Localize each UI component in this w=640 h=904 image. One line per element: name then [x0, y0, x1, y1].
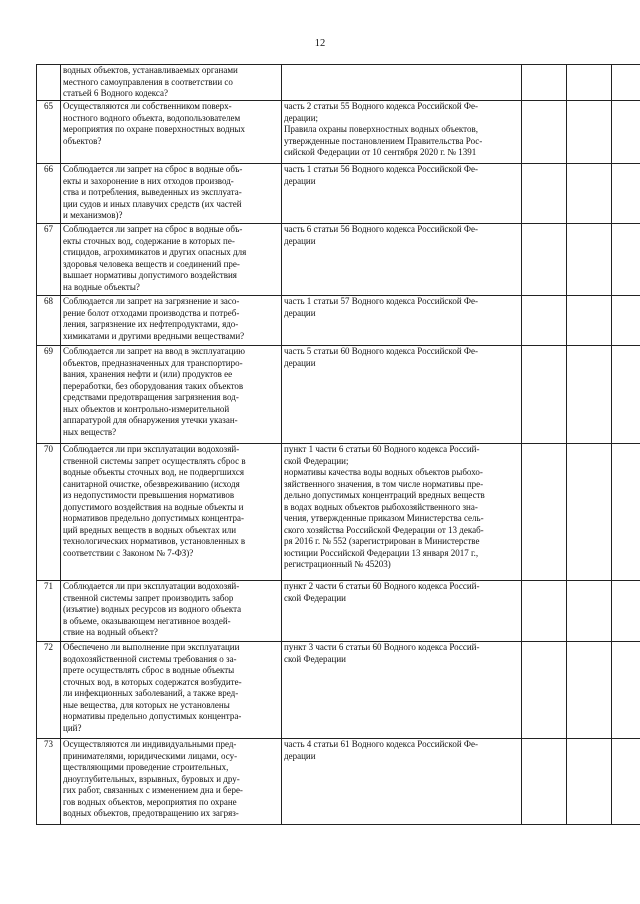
table-row [37, 296, 640, 346]
row-question: водных объектов, устанавливаемых органами местного самоуправления в соответствии со статьей 6 Водного кодекса? [61, 65, 282, 101]
row-legal-basis: часть 5 статьи 60 Водного кодекса Российской Фе- дерации [282, 346, 522, 444]
row-question: Обеспечено ли выполнение при эксплуатации водохозяйственной системы требования о за- прете осуществлять сброс в водные объекты сточных вод, в которых содержатся возбудите- ли инфекционных заболеваний, а также вред- ные вещества, для которых не установлены нормативы предельно допустимых концентра- ций? [61, 642, 282, 739]
row-note [612, 101, 640, 164]
row-note [612, 164, 640, 224]
row-legal-basis: часть 6 статьи 56 Водного кодекса Российской Фе- дерации [282, 224, 522, 296]
row-question: Соблюдается ли при эксплуатации водохозяй- ственной системы запрет производить забор (изъятие) водных ресурсов из водного объекта в объеме, оказывающем негативное воздей- ствие на водный объект? [61, 581, 282, 642]
row-legal-basis: пункт 1 части 6 статьи 60 Водного кодекса Россий- ской Федерации; нормативы качества воды водных объектов рыбохо- зяйственного значения, в том числе нормативы пре- дельно допустимых концентраций вредных веществ в водах водных объектов рыбохозяйственного зна- чения, утвержденные приказом Министерства сель- ского хозяйства Российской Федерации от 13 декаб- ря 2016 г. № 552 (зарегистрирован в Министерстве юстиции Российской Федерации 13 января 2017 г., регистрационный № 45203) [282, 444, 522, 581]
row-note [612, 739, 640, 825]
row-answer-no [567, 65, 612, 101]
row-answer-no [567, 296, 612, 346]
row-answer-yes [522, 296, 567, 346]
row-note [612, 296, 640, 346]
row-answer-yes [522, 224, 567, 296]
table-row [37, 581, 640, 642]
row-note [612, 642, 640, 739]
table-row [37, 101, 640, 164]
table-row [37, 164, 640, 224]
row-answer-yes [522, 101, 567, 164]
row-note [612, 346, 640, 444]
row-answer-no [567, 346, 612, 444]
table-row [37, 346, 640, 444]
table-row [37, 65, 640, 101]
row-legal-basis: часть 1 статьи 57 Водного кодекса Российской Фе- дерации [282, 296, 522, 346]
row-question: Соблюдается ли запрет на загрязнение и засо- рение болот отходами производства и потреб- ления, загрязнение их нефтепродуктами, ядо- химикатами и другими вредными веществами? [61, 296, 282, 346]
row-answer-yes [522, 739, 567, 825]
row-answer-yes [522, 444, 567, 581]
row-question: Соблюдается ли запрет на сброс в водные объ- екты и захоронение в них отходов производ- ства и потребления, выведенных из эксплуата- ции судов и иных плавучих средств (их частей и механизмов)? [61, 164, 282, 224]
row-answer-yes [522, 581, 567, 642]
row-answer-no [567, 224, 612, 296]
row-note [612, 581, 640, 642]
row-number: 67 [37, 224, 61, 296]
row-answer-no [567, 581, 612, 642]
row-answer-yes [522, 65, 567, 101]
table-row [37, 739, 640, 825]
row-question: Соблюдается ли запрет на ввод в эксплуатацию объектов, предназначенных для транспортиро- вания, хранения нефти и (или) продуктов ее переработки, без оборудования таких объектов средствами предотвращения загрязнения вод- ных объектов и контрольно-измерительной аппаратурой для обнаружения утечки указан- ных веществ? [61, 346, 282, 444]
row-number: 73 [37, 739, 61, 825]
row-number [37, 65, 61, 101]
row-question: Соблюдается ли при эксплуатации водохозяй- ственной системы запрет осуществлять сброс в водные объекты сточных вод, не подвергшихся санитарной очистке, обезвреживанию (исходя из недопустимости превышения нормативов допустимого воздействия на водные объекты и нормативов предельно допустимых концентра- ций вредных веществ в водных объектах или технологических нормативов, установленных в соответствии с Законом № 7-ФЗ)? [61, 444, 282, 581]
row-note [612, 224, 640, 296]
checklist-table [36, 64, 640, 825]
row-question: Соблюдается ли запрет на сброс в водные объ- екты сточных вод, содержание в которых пе- стицидов, агрохимикатов и других опасных для здоровья человека веществ и соединений пре- вышает нормативы допустимого воздействия на водные объекты? [61, 224, 282, 296]
row-note [612, 65, 640, 101]
row-legal-basis: пункт 3 части 6 статьи 60 Водного кодекса Россий- ской Федерации [282, 642, 522, 739]
row-legal-basis: часть 4 статьи 61 Водного кодекса Российской Фе- дерации [282, 739, 522, 825]
row-number: 71 [37, 581, 61, 642]
row-legal-basis: часть 2 статьи 55 Водного кодекса Российской Фе- дерации; Правила охраны поверхностных водных объектов, утвержденные постановлением Правительства Рос- сийской Федерации от 10 сентября 2020 г. № 1391 [282, 101, 522, 164]
table-row [37, 642, 640, 739]
row-legal-basis: часть 1 статьи 56 Водного кодекса Российской Фе- дерации [282, 164, 522, 224]
row-legal-basis [282, 65, 522, 101]
row-note [612, 444, 640, 581]
row-answer-yes [522, 346, 567, 444]
row-answer-no [567, 101, 612, 164]
table-row [37, 224, 640, 296]
row-answer-no [567, 164, 612, 224]
table-row [37, 444, 640, 581]
row-number: 69 [37, 346, 61, 444]
row-answer-no [567, 739, 612, 825]
row-legal-basis: пункт 2 части 6 статьи 60 Водного кодекса Россий- ской Федерации [282, 581, 522, 642]
page-number: 12 [314, 38, 326, 49]
row-number: 70 [37, 444, 61, 581]
row-answer-no [567, 642, 612, 739]
row-answer-no [567, 444, 612, 581]
row-question: Осуществляются ли индивидуальными пред- принимателями, юридическими лицами, осу- ществляющими проведение строительных, дноуглубительных, взрывных, буровых и дру- гих работ, связанных с изменением дна и бере- гов водных объектов, мероприятия по охране водных объектов, предотвращению их загряз- [61, 739, 282, 825]
row-number: 72 [37, 642, 61, 739]
row-number: 68 [37, 296, 61, 346]
row-answer-yes [522, 164, 567, 224]
row-question: Осуществляются ли собственником поверх- ностного водного объекта, водопользователем мероприятия по охране поверхностных водных объектов? [61, 101, 282, 164]
row-number: 65 [37, 101, 61, 164]
row-number: 66 [37, 164, 61, 224]
row-answer-yes [522, 642, 567, 739]
